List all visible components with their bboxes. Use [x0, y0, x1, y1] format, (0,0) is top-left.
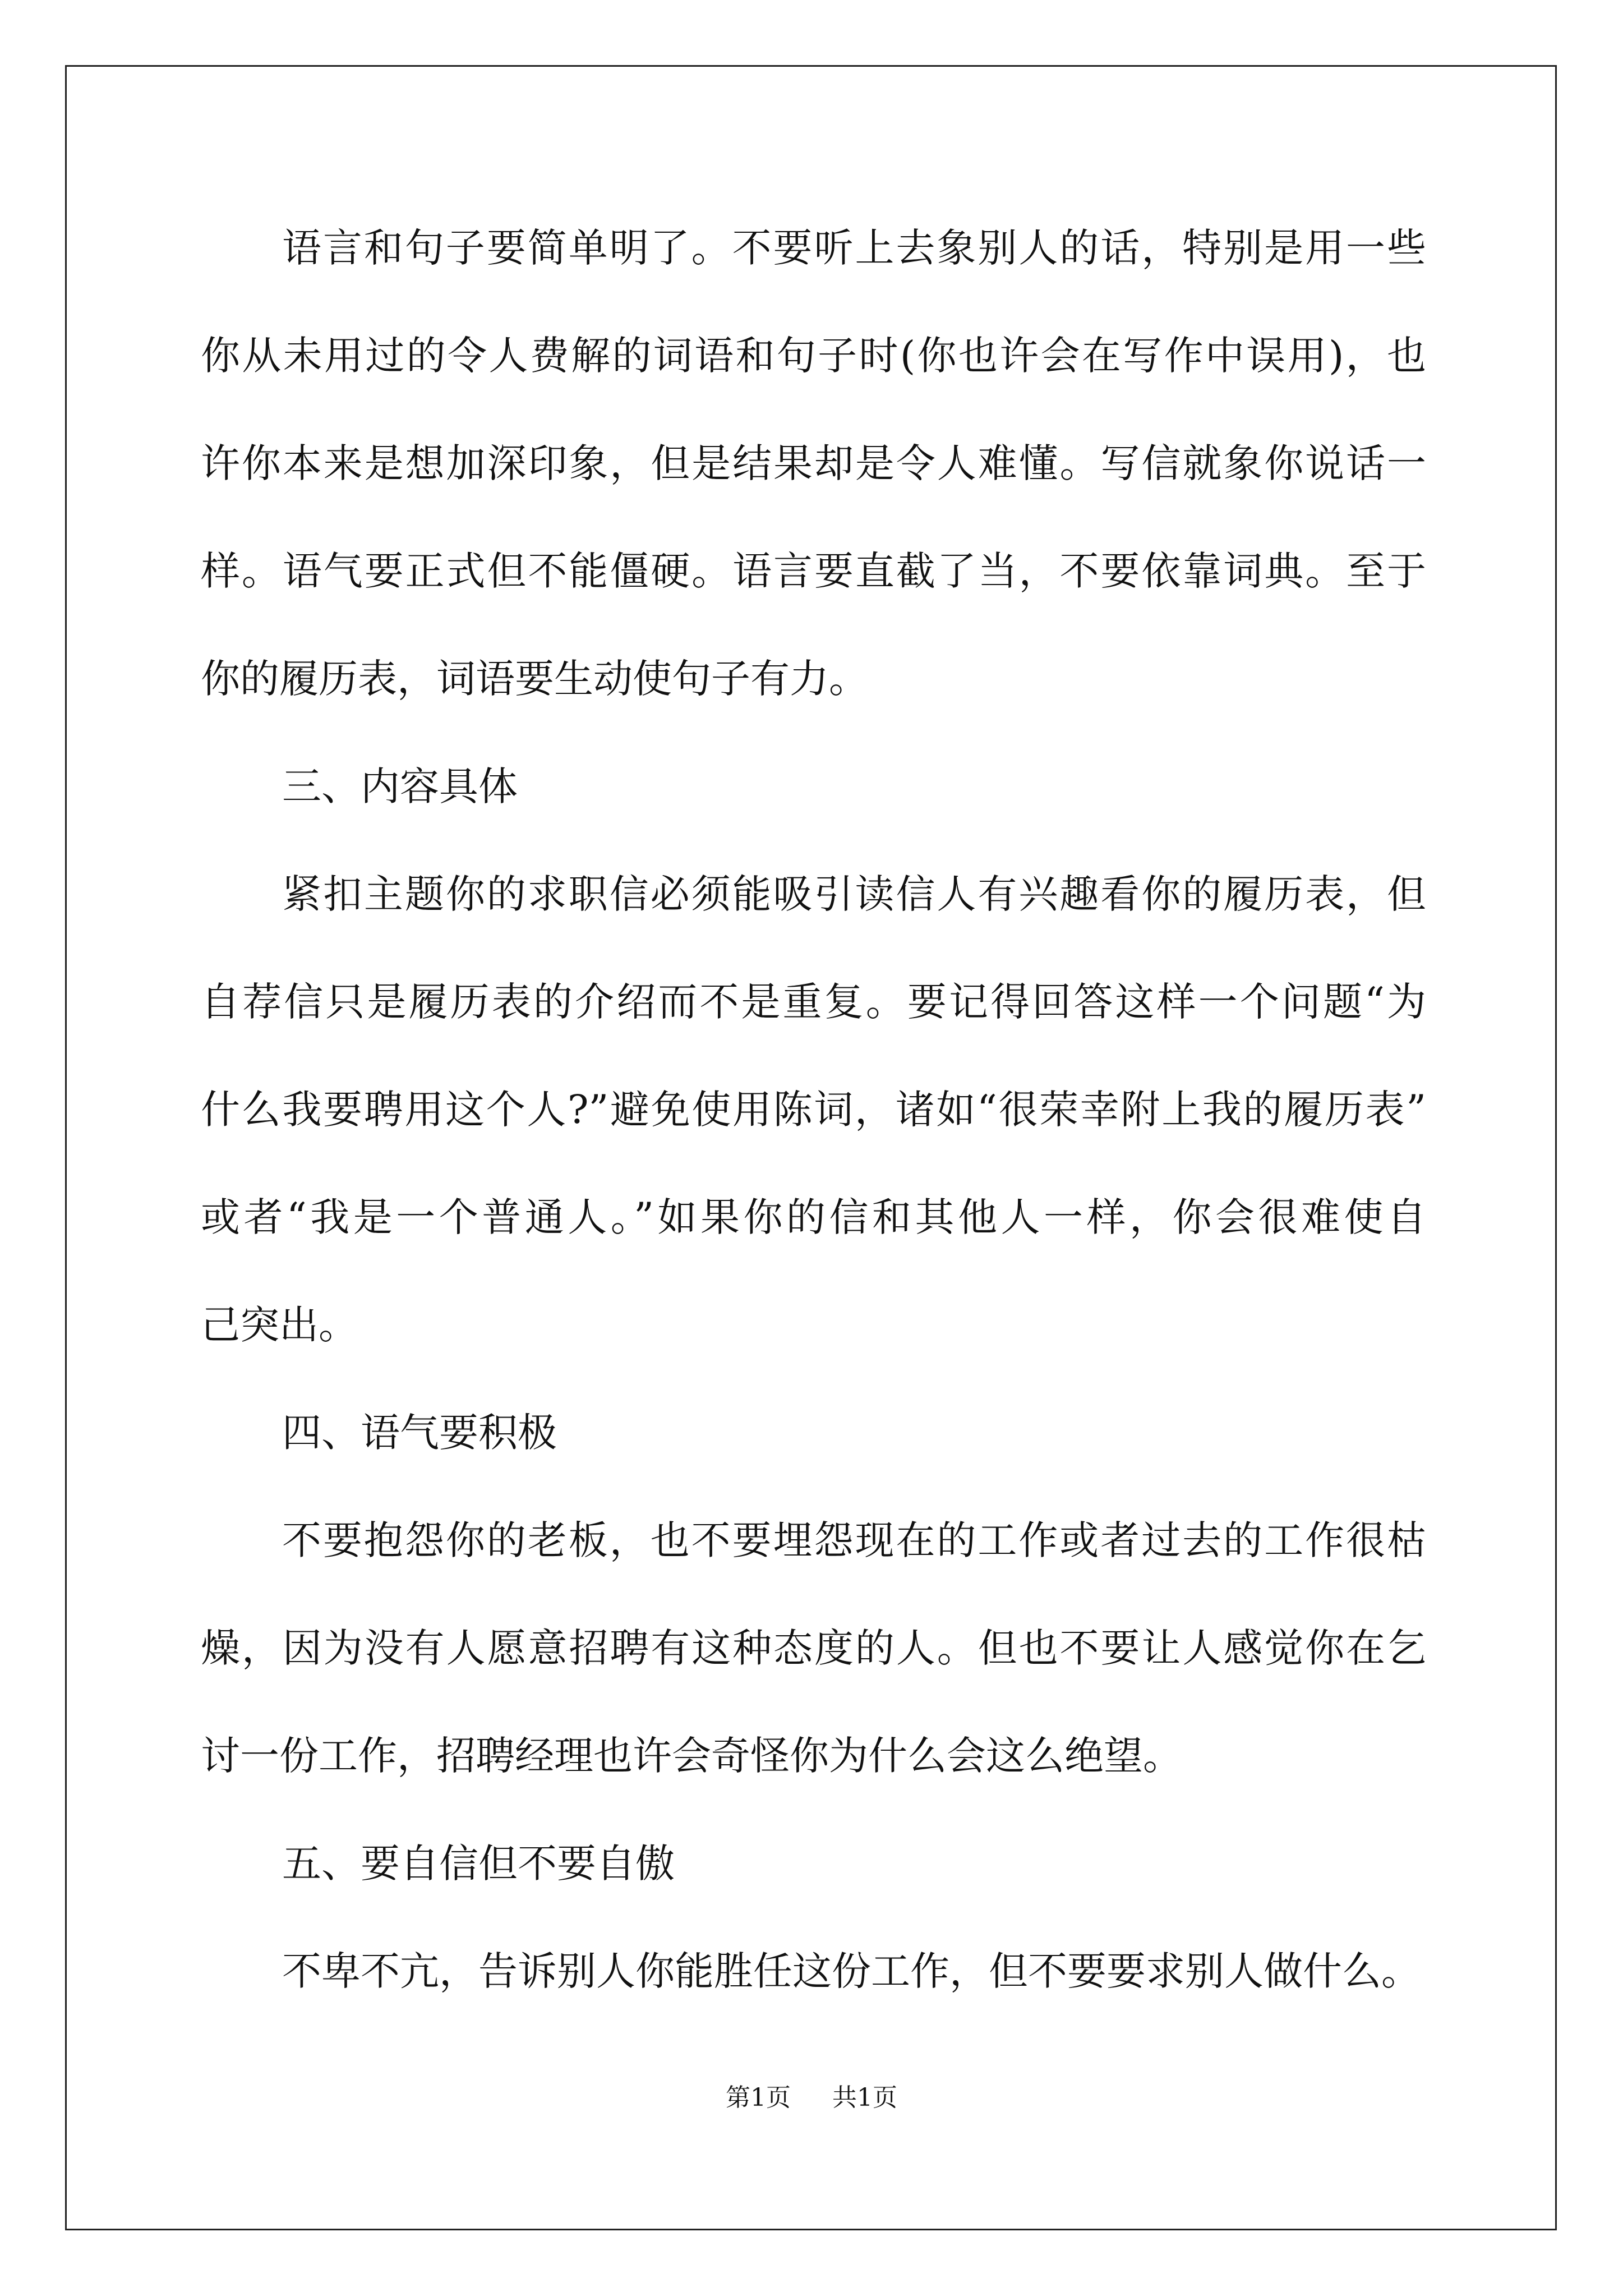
section-heading-confident-not-arrogant: 五、要自信但不要自傲 [282, 1841, 675, 1887]
paragraph-2-line-2: 自荐信只是履历表的介绍而不是重复。要记得回答这样一个问题“为 [201, 979, 1426, 1025]
page-number-current: 第1页 [726, 2083, 791, 2112]
paragraph-3-line-3: 讨一份工作，招聘经理也许会奇怪你为什么会这么绝望。 [201, 1733, 1182, 1779]
paragraph-2-line-3: 什么我要聘用这个人?”避免使用陈词，诸如“很荣幸附上我的履历表” [201, 1087, 1426, 1133]
paragraph-1-line-2: 你从未用过的令人费解的词语和句子时(你也许会在写作中误用)，也 [201, 333, 1426, 379]
page-border [65, 65, 1557, 2230]
paragraph-1-line-3: 许你本来是想加深印象，但是结果却是令人难懂。写信就象你说话一 [201, 440, 1426, 486]
paragraph-2-line-5: 己突出。 [201, 1302, 358, 1348]
paragraph-3-line-2: 燥，因为没有人愿意招聘有这种态度的人。但也不要让人感觉你在乞 [201, 1625, 1426, 1671]
paragraph-3-line-1: 不要抱怨你的老板，也不要埋怨现在的工作或者过去的工作很枯 [282, 1517, 1426, 1563]
paragraph-2-line-4: 或者“我是一个普通人。”如果你的信和其他人一样，你会很难使自 [201, 1194, 1426, 1240]
paragraph-1-line-5: 你的履历表，词语要生动使句子有力。 [201, 656, 868, 702]
paragraph-4-line-1: 不卑不亢，告诉别人你能胜任这份工作，但不要要求别人做什么。 [282, 1948, 1421, 1994]
section-heading-positive-tone: 四、语气要积极 [282, 1410, 557, 1456]
paragraph-1-line-4: 样。语气要正式但不能僵硬。语言要直截了当，不要依靠词典。至于 [201, 548, 1426, 594]
page-footer [0, 2081, 1623, 2115]
page-number-total: 共1页 [832, 2083, 897, 2112]
section-heading-content-specific: 三、内容具体 [282, 763, 518, 809]
paragraph-1-line-1: 语言和句子要简单明了。不要听上去象别人的话，特别是用一些 [282, 225, 1426, 271]
paragraph-2-line-1: 紧扣主题你的求职信必须能吸引读信人有兴趣看你的履历表，但 [282, 871, 1426, 917]
